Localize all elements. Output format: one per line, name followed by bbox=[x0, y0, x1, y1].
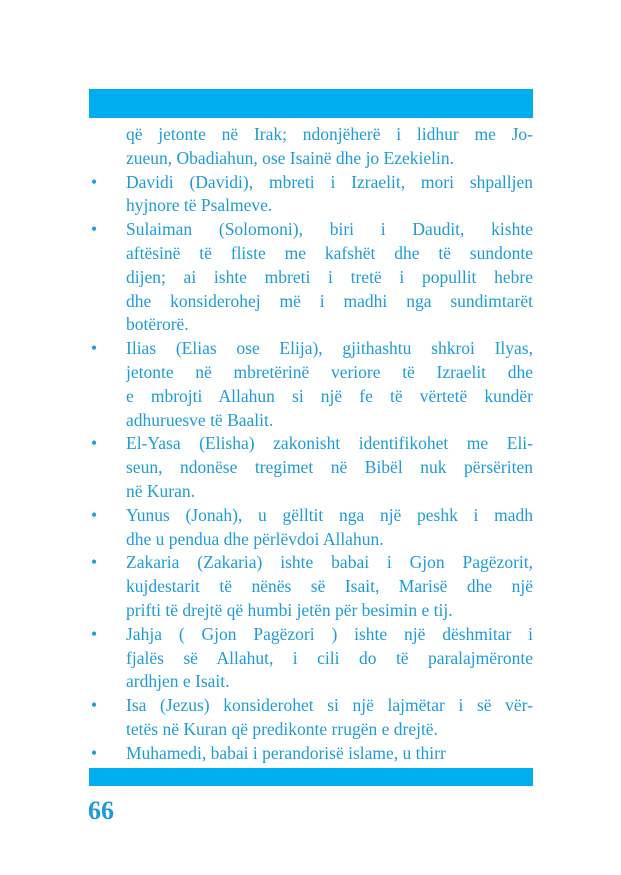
paragraph-body bbox=[126, 171, 533, 219]
bullet-item bbox=[89, 742, 533, 766]
paragraph-body bbox=[126, 623, 533, 694]
text-line: e mbrojti Allahun si një fe të vërtetë kundër bbox=[126, 385, 533, 406]
bullet-marker: • bbox=[91, 695, 98, 716]
paragraph-body bbox=[126, 123, 533, 171]
text-line: hyjnore të Psalmeve. bbox=[126, 195, 273, 216]
paragraph-body bbox=[126, 337, 533, 432]
bullet-item bbox=[89, 432, 533, 503]
bullet-item bbox=[89, 623, 533, 694]
text-line: Sulaiman (Solomoni), biri i Daudit, kishte bbox=[126, 219, 533, 240]
text-line: El-Yasa (Elisha) zakonisht identifikohet me Eli- bbox=[126, 433, 533, 454]
text-line: Jahja ( Gjon Pagëzori ) ishte një dëshmitar i bbox=[126, 623, 533, 644]
text-line: adhuruesve të Baalit. bbox=[126, 409, 274, 430]
bullet-item bbox=[89, 694, 533, 742]
text-line: aftësinë të fliste me kafshët dhe të sundonte bbox=[126, 242, 533, 263]
text-line: prifti të drejtë që humbi jetën për besimin e tij. bbox=[126, 599, 453, 620]
continued-paragraph bbox=[89, 123, 533, 171]
text-line: Davidi (Davidi), mbreti i Izraelit, mori shpalljen bbox=[126, 171, 533, 192]
text-line: dhe u pendua dhe përlëvdoi Allahun. bbox=[126, 528, 384, 549]
text-line: Isa (Jezus) konsiderohet si një lajmëtar i së vër- bbox=[126, 695, 533, 716]
bullet-item bbox=[89, 337, 533, 432]
paragraph-body bbox=[126, 504, 533, 552]
bullet-marker: • bbox=[91, 219, 98, 240]
bullet-item bbox=[89, 218, 533, 337]
text-line: seun, ndonëse tregimet në Bibël nuk përsëriten bbox=[126, 457, 533, 478]
bullet-item bbox=[89, 504, 533, 552]
header-decor-bar bbox=[89, 89, 533, 118]
bullet-item bbox=[89, 551, 533, 622]
text-line: dhe konsiderohej më i madhi nga sundimtarët bbox=[126, 290, 533, 311]
paragraph-body bbox=[126, 432, 533, 503]
bullet-marker: • bbox=[91, 623, 98, 644]
text-line: Yunus (Jonah), u gëlltit nga një peshk i madh bbox=[126, 504, 533, 525]
bullet-marker: • bbox=[91, 338, 98, 359]
text-line: jetonte në mbretërinë veriore të Izraelit dhe bbox=[126, 361, 533, 382]
text-line: botërorë. bbox=[126, 314, 189, 335]
paragraph-body bbox=[126, 218, 533, 337]
text-line: Muhamedi, babai i perandorisë islame, u thirr bbox=[126, 742, 446, 763]
text-line: që jetonte në Irak; ndonjëherë i lidhur me Jo- bbox=[126, 124, 533, 144]
text-line: Zakaria (Zakaria) ishte babai i Gjon Pagëzorit, bbox=[126, 552, 533, 573]
text-line: tetës në Kuran që predikonte rrugën e drejtë. bbox=[126, 718, 438, 739]
text-line: dijen; ai ishte mbreti i tretë i popullit hebre bbox=[126, 266, 533, 287]
bullet-marker: • bbox=[91, 171, 98, 192]
text-line: fjalës së Allahut, i cili do të paralajmëronte bbox=[126, 647, 533, 668]
bullet-marker: • bbox=[91, 552, 98, 573]
paragraph-body bbox=[126, 551, 533, 622]
bullet-item bbox=[89, 171, 533, 219]
paragraph-body bbox=[126, 694, 533, 742]
page-number: 66 bbox=[88, 796, 114, 825]
bullet-marker: • bbox=[91, 433, 98, 454]
body-text bbox=[89, 123, 533, 766]
text-line: ardhjen e Isait. bbox=[126, 671, 230, 692]
paragraph-body bbox=[126, 742, 533, 766]
footer-decor-bar bbox=[89, 768, 533, 786]
text-line: Ilias (Elias ose Elija), gjithashtu shkroi Ilyas, bbox=[126, 338, 533, 359]
text-line: kujdestarit të nënës së Isait, Marisë dhe një bbox=[126, 576, 533, 597]
text-line: në Kuran. bbox=[126, 480, 196, 501]
bullet-marker: • bbox=[91, 504, 98, 525]
text-line: zueun, Obadiahun, ose Isainë dhe jo Ezekielin. bbox=[126, 147, 455, 168]
bullet-marker: • bbox=[91, 742, 98, 763]
